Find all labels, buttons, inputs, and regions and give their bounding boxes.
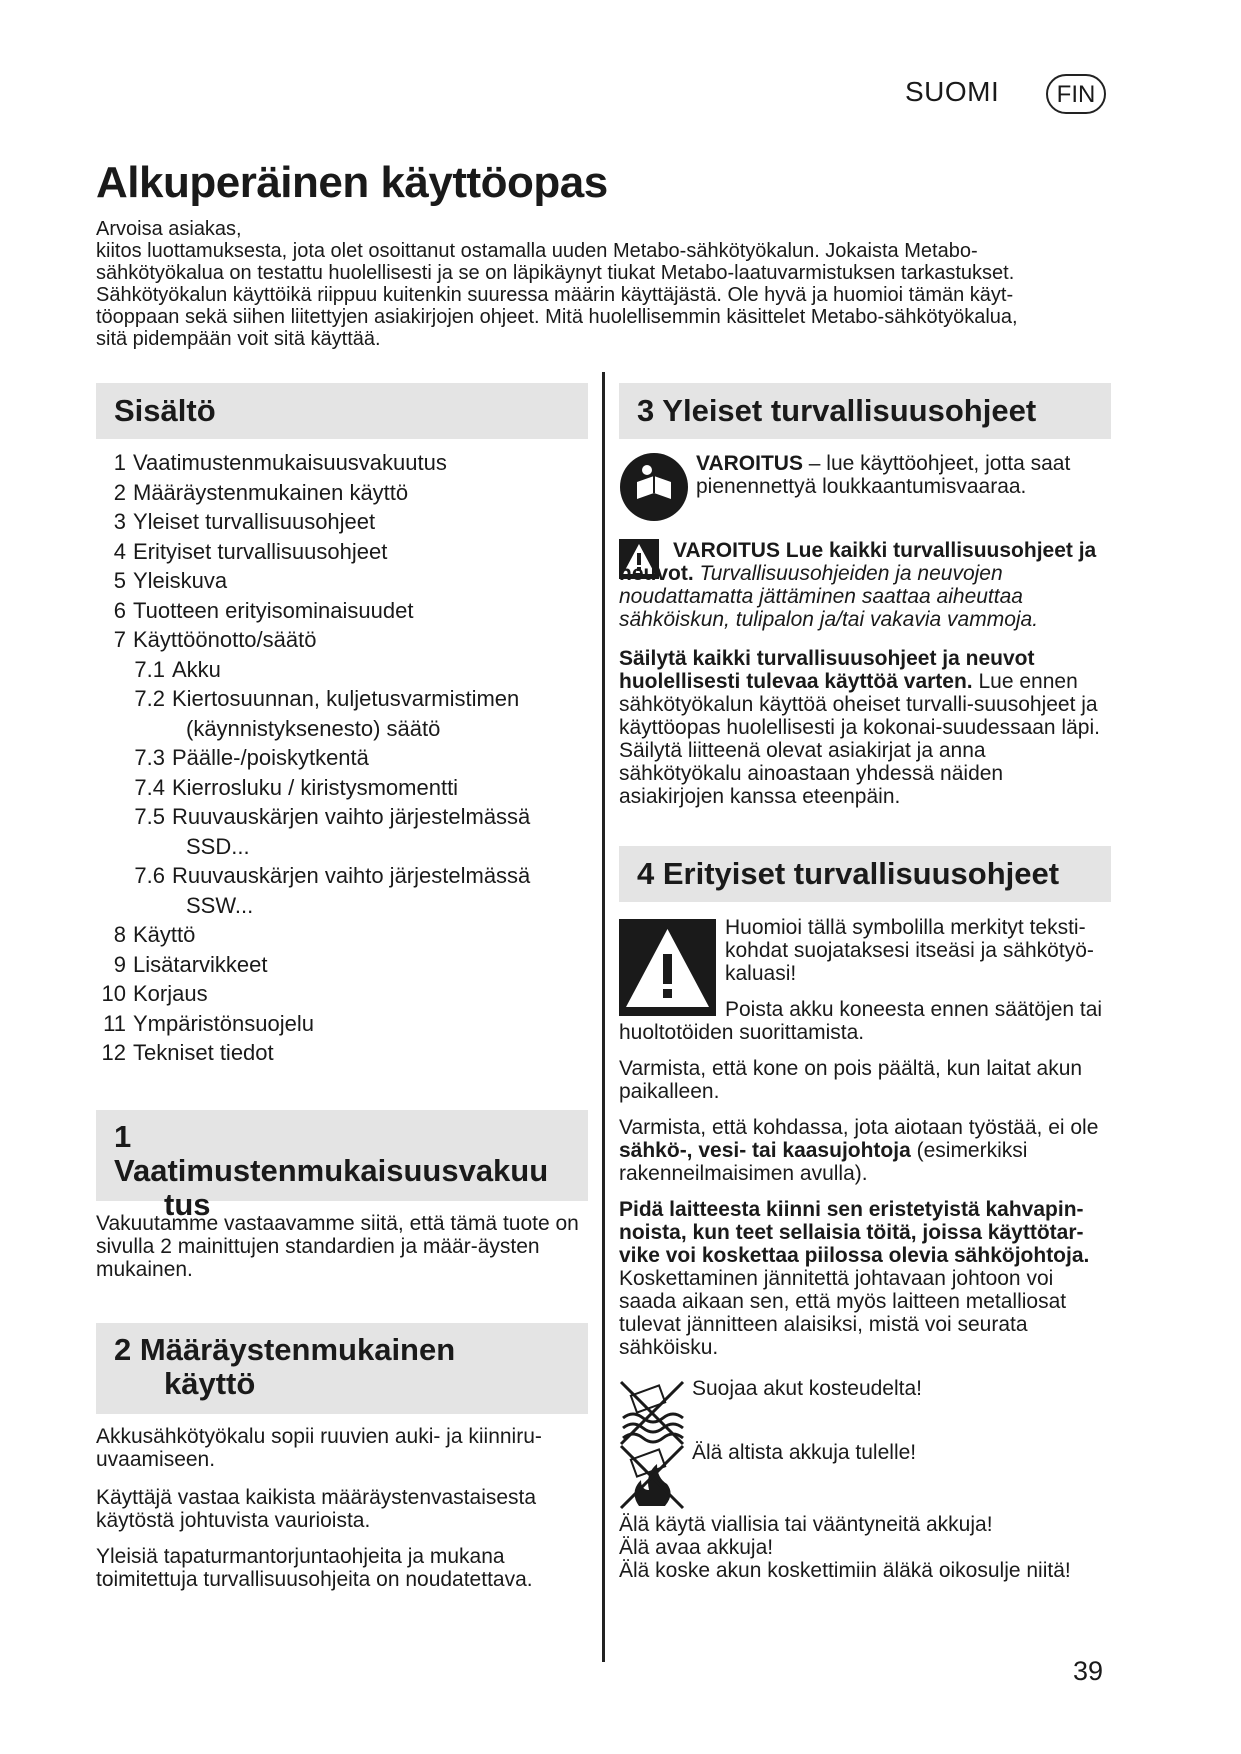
keep-instructions: Säilytä kaikki turvallisuusohjeet ja neuvot huolellisesti tulevaa käyttöä varten. Lue ennen sähkötyökalun käyttöä oheiset turvalli-suusohjeet ja käyttöopas huolellisesti ja kokonai-suudessaan läpi. Säilytä liitteenä olevat asiakirjat ja anna sähkötyökalu ainoastaan yhdessä näiden asiakirjojen kanssa eteenpäin. — [619, 647, 1100, 808]
toc-item[interactable]: 3 Yleiset turvallisuusohjeet — [113, 509, 376, 534]
section-2-paragraph: Yleisiä tapaturmantorjuntaohjeita ja mukana toimitettuja turvallisuusohjeita on noudatettava. — [96, 1545, 533, 1591]
toc-subitem-continuation: SSW... — [186, 892, 254, 918]
safety-paragraph: Varmista, että kone on pois päältä, kun laitat akun paikalleen. — [619, 1057, 1083, 1103]
warning-general: VAROITUS Lue kaikki turvallisuusohjeet ja neuvot. Turvallisuusohjeiden ja neuvojen noudattamatta jättäminen saattaa aiheuttaa sähköiskun, tulipalon ja/tai vakavia vammoja. — [619, 539, 1097, 631]
battery-fire-note: Älä altista akkuja tulelle! — [692, 1441, 917, 1464]
intro-line: töoppaan sekä siihen liitettyjen asiakirjojen ohjeet. Mitä huolellisemmin käsittelet Metabo-sähkötyökalua, — [96, 306, 1018, 328]
safety-paragraph: Varmista, että kohdassa, jota aiotaan työstää, ei ole sähkö-, vesi- tai kaasujohtoja (esimerkiksi rakenneilmaisimen avulla). — [619, 1116, 1099, 1185]
no-fire-icon — [619, 1444, 685, 1510]
column-divider — [602, 372, 605, 1662]
intro-line: Sähkötyökalun käyttöikä riippuu kuitenkin suuressa määrin käyttäjästä. Ole hyvä ja huomioi tämän käyt- — [96, 284, 1014, 306]
section-2-paragraph: Akkusähkötyökalu sopii ruuvien auki- ja kiinniru-uvaamiseen. — [96, 1425, 542, 1471]
toc-subitem-continuation: (käynnistyksenesto) säätö — [186, 715, 441, 741]
read-manual-icon — [619, 452, 689, 522]
section-1-body: Vakuutamme vastaavamme siitä, että tämä tuote on sivulla 2 mainittujen standardien ja määr-äysten mukainen. — [96, 1212, 579, 1281]
warning-read-manual: VAROITUS – lue käyttöohjeet, jotta saat pienennettyä loukkaantumisvaaraa. — [696, 452, 1071, 498]
page-number: 39 — [1073, 1656, 1104, 1686]
section-4-heading: 4 Erityiset turvallisuusohjeet — [619, 846, 1111, 902]
toc-item[interactable]: 11 Ympäristönsuojelu — [103, 1010, 314, 1036]
toc-item[interactable]: 12 Tekniset tiedot — [101, 1040, 274, 1065]
language-code-badge: FIN — [1046, 74, 1106, 114]
toc-item[interactable]: 10 Korjaus — [101, 981, 208, 1006]
battery-warning-line: Älä avaa akkuja! — [619, 1536, 774, 1559]
toc-item[interactable]: 1 Vaatimustenmukaisuusvakuutus — [113, 450, 447, 475]
intro-line: sähkötyökalua on testattu huolellisesti ja se on läpikäynyt tiukat Metabo-laatuvarmistuksen tarkastukset. — [96, 262, 1015, 284]
toc-subitem-continuation: SSD... — [186, 833, 250, 859]
intro-line: kiitos luottamuksesta, jota olet osoittanut ostamalla uuden Metabo-sähkötyökalun. Jokaista Metabo- — [96, 240, 978, 262]
section-3-heading: 3 Yleiset turvallisuusohjeet — [619, 383, 1111, 439]
battery-warning-line: Älä käytä viallisia tai vääntyneitä akkuja! — [619, 1513, 993, 1536]
toc-item[interactable]: 6 Tuotteen erityisominaisuudet — [113, 597, 414, 623]
page-title: Alkuperäinen käyttöopas — [96, 158, 608, 207]
toc-subitem[interactable]: 7.4 Kierrosluku / kiristysmomentti — [134, 774, 459, 800]
safety-paragraph-insulated-grip: Pidä laitteesta kiinni sen eristetyistä kahvapin-noista, kun teet sellaisia töitä, joissa käyttötar-vike voi koskettaa piilossa olevia sähköjohtoja. Koskettaminen jännitettä johtavaan johtoon voi saada aikaan sen, että myös laitteen metalliosat tulevat jännitteen alaisiksi, mistä voi seurata sähköisku. — [619, 1198, 1090, 1359]
toc-subitem[interactable]: 7.3 Päälle-/poiskytkentä — [134, 745, 369, 770]
toc-item[interactable]: 7 Käyttöönotto/säätö — [113, 627, 317, 652]
no-moisture-icon — [619, 1380, 685, 1446]
table-of-contents — [96, 448, 596, 1068]
section-2-paragraph: Käyttäjä vastaa kaikista määräystenvastaisesta käytöstä johtuvista vaurioista. — [96, 1486, 537, 1532]
toc-item[interactable]: 4 Erityiset turvallisuusohjeet — [113, 538, 388, 564]
toc-subitem[interactable]: 7.6 Ruuvauskärjen vaihto järjestelmässä — [134, 863, 531, 888]
symbol-note: Huomioi tällä symbolilla merkityt teksti-kohdat suojataksesi itseäsi ja sähkötyö-kaluasi! — [725, 916, 1094, 985]
intro-greeting: Arvoisa asiakas, — [96, 218, 242, 240]
language-label: SUOMI — [905, 76, 1000, 107]
toc-heading: Sisältö — [96, 383, 588, 439]
section-2-heading: 2 Määräystenmukainen käyttö — [96, 1323, 588, 1414]
toc-subitem[interactable]: 7.2 Kiertosuunnan, kuljetusvarmistimen — [134, 686, 520, 711]
toc-item[interactable]: 2 Määräystenmukainen käyttö — [113, 479, 409, 505]
toc-item[interactable]: 9 Lisätarvikkeet — [113, 951, 268, 977]
battery-moisture-note: Suojaa akut kosteudelta! — [692, 1377, 922, 1400]
intro-text — [96, 218, 1116, 350]
safety-paragraph: Poista akku koneesta ennen säätöjen tai huoltotöiden suorittamista. — [619, 998, 1103, 1044]
toc-item[interactable]: 8 Käyttö — [113, 922, 196, 947]
toc-item[interactable]: 5 Yleiskuva — [113, 568, 228, 593]
toc-subitem[interactable]: 7.5 Ruuvauskärjen vaihto järjestelmässä — [134, 804, 531, 829]
section-1-heading: 1 Vaatimustenmukaisuusvakuu tus — [96, 1110, 588, 1201]
battery-warning-line: Älä koske akun koskettimiin äläkä oikosulje niitä! — [619, 1559, 1071, 1582]
toc-subitem[interactable]: 7.1 Akku — [134, 656, 221, 682]
intro-line: sitä pidempään voit sitä käyttää. — [96, 328, 381, 350]
